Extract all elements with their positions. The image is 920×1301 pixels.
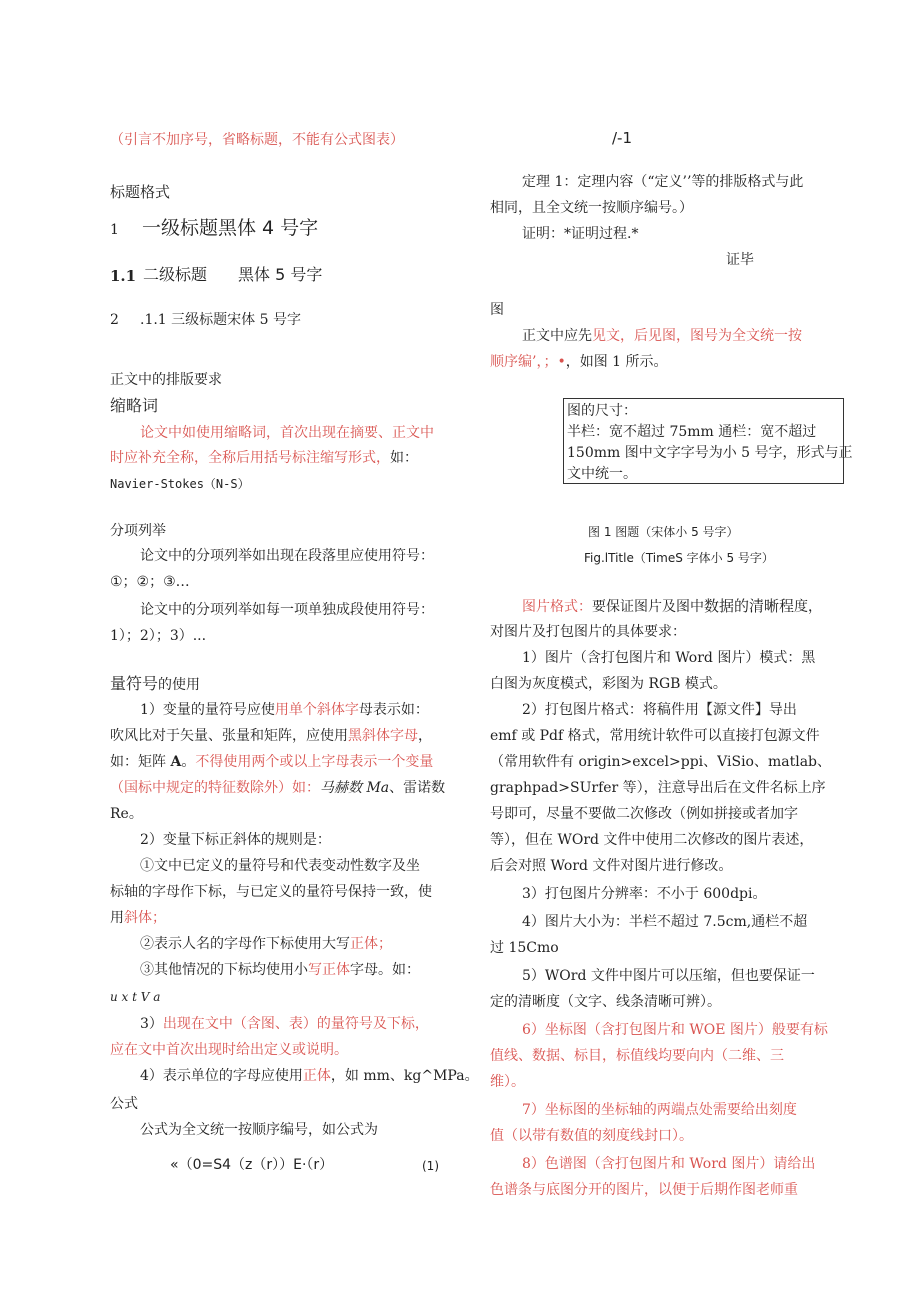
theorem-line-1: 定理 1：定理内容（“定义’’等的排版格式与此 xyxy=(522,174,804,190)
p7-line-2: 值（以带有数值的刻度线封口）。 xyxy=(490,1128,693,1144)
p2-line-2: emf 或 Pdf 格式，常用统计软件可以直接打包源文件 xyxy=(490,728,820,744)
picture-format-line-2: 对图片及打包图片的具体要求： xyxy=(490,624,686,640)
h3-example: .1.1 三级标题宋体 5 号字 xyxy=(140,312,301,328)
pf-c: 数据的清晰程 xyxy=(704,597,795,615)
abbr-line-2 xyxy=(110,448,418,468)
abbreviation-title: 缩略词 xyxy=(110,396,159,415)
q11-a: ③其他情况的下标均使用小 xyxy=(140,962,308,978)
quantity-line-13 xyxy=(140,1014,429,1034)
p2-line-3: （常用软件有 origin>excel>ppi、ViSio、matlab、 xyxy=(490,754,832,770)
quantity-line-6: 2）变量下标正斜体的规则是： xyxy=(140,832,331,848)
figure-line-1 xyxy=(522,326,802,346)
quantity-line-4 xyxy=(110,778,445,798)
fig-l2-b: ，如图 1 所示。 xyxy=(565,354,668,370)
p1-line-1: 1）图片（含打包图片和 Word 图片）模式：黑 xyxy=(522,650,816,666)
q3-c: 。 xyxy=(181,754,196,770)
q15-b: 正体 xyxy=(302,1068,331,1084)
q4-a: （国标中规定的特征数除外）如： xyxy=(110,780,320,796)
quantity-line-8: 标轴的字母作下标，与已定义的量符号保持一致，使 xyxy=(110,884,432,900)
q2-a: 吹风比对于矢量、张量和矩阵，应使用 xyxy=(110,728,348,744)
q15-c: ，如 mm、kg^MPa。 xyxy=(330,1068,479,1084)
q13-a: 3） xyxy=(140,1016,163,1032)
quantity-line-14: 应在文中首次出现时给出定义或说明。 xyxy=(110,1042,348,1058)
p4-line-2: 过 15Cmo xyxy=(490,940,559,956)
theorem-line-2: 相同，且全文统一按顺序编号。） xyxy=(490,200,693,216)
h1-number: 1 xyxy=(110,222,119,238)
pf-d: 度， xyxy=(794,599,823,615)
formula-title: 公式 xyxy=(110,1096,138,1112)
figure-section-title: 图 xyxy=(490,302,504,318)
p8-line-1: 8）色谱图（含打包图片和 Word 图片）请给出 xyxy=(522,1156,816,1172)
quantity-line-10 xyxy=(140,934,392,954)
p2-line-6: 等），但在 WOrd 文件中使用二次修改的图片表述， xyxy=(490,832,814,848)
q1-b: 用单个斜体字 xyxy=(274,702,359,718)
subscript-example: u x t V a xyxy=(110,990,161,1004)
quantity-line-2 xyxy=(110,726,432,746)
list-line-3: 论文中的分项列举如每一项单独成段使用符号： xyxy=(140,602,434,618)
fig-l1-b: 见文，后见图，图号为全文统一按 xyxy=(592,328,802,344)
abbr-line-1: 论文中如使用缩略词，首次出现在摘要、正文中 xyxy=(140,425,434,441)
p5-line-2: 定的清晰度（文字、线条清晰可辨）。 xyxy=(490,994,721,1010)
box-line-4: 文中统一。 xyxy=(567,466,637,482)
p8-line-2: 色谱条与底图分开的图片，以便于后期作图老师重 xyxy=(490,1182,798,1198)
quantity-line-7: ①文中已定义的量符号和代表变动性数字及坐 xyxy=(140,858,420,874)
p2-line-4: graphpad>SUrfer 等），注意导出后在文件名标上序 xyxy=(490,780,826,796)
q3-a: 如：矩阵 xyxy=(110,754,171,770)
proof-end: 证毕 xyxy=(726,252,754,268)
q4-c: 、雷诺数 xyxy=(389,780,446,796)
list-line-2: ①；②；③… xyxy=(110,574,190,590)
quantity-line-11 xyxy=(140,960,420,980)
quantity-title xyxy=(110,674,200,695)
h1-example: 一级标题黑体 4 号字 xyxy=(142,217,319,239)
quantity-line-15 xyxy=(140,1066,479,1086)
box-line-2: 半栏：宽不超过 75mm 通栏：宽不超过 xyxy=(567,424,817,440)
p6-line-2: 值线、数据、标目，标值线均要向内（二维、三 xyxy=(490,1048,784,1064)
pf-a: 图片格式： xyxy=(522,599,592,615)
q3-d: 不得使用两个或以上字母表示一个变量 xyxy=(195,754,434,770)
p3-line: 3）打包图片分辨率：不小于 600dpi。 xyxy=(522,886,767,902)
figure-caption-en: Fig.lTitle（TimeS 字体小 5 号字） xyxy=(584,551,774,565)
formula-line-1: 公式为全文统一按顺序编号，如公式为 xyxy=(140,1122,378,1138)
quantity-line-1 xyxy=(140,700,429,720)
picture-format-line-1 xyxy=(522,596,822,617)
q1-c: 母表示如： xyxy=(358,702,429,718)
abbr-line-2-rest: 如： xyxy=(390,450,418,466)
pf-b: 要保证图片及图中 xyxy=(592,599,704,615)
h3-number: 2 xyxy=(110,312,119,328)
fig-l2-a: 顺序编’，；• xyxy=(490,354,566,370)
abbr-line-2-red: 时应补充全称，全称后用括号标注缩写形式， xyxy=(110,450,390,466)
list-line-4: 1）；2）；3）... xyxy=(110,628,207,644)
q10-b: 正体； xyxy=(350,936,392,952)
p6-line-1: 6）坐标图（含打包图片和 WOE 图片）般要有标 xyxy=(522,1022,828,1038)
h2-example-font: 黑体 5 号字 xyxy=(238,265,323,284)
p6-line-3: 维）。 xyxy=(490,1074,525,1090)
quantity-line-3 xyxy=(110,752,433,772)
q2-b: 黑斜体字母 xyxy=(348,728,418,744)
fig-l1-a: 正文中应先 xyxy=(522,328,592,344)
p4-line-1: 4）图片大小为：半栏不超过 7.5cm,通栏不超 xyxy=(522,914,808,930)
q1-a: 1）变量的量符号应使 xyxy=(140,702,275,718)
q11-c: 字母。如： xyxy=(350,962,420,978)
h2-example: 二级标题 xyxy=(143,265,208,284)
q15-a: 4）表示单位的字母应使用 xyxy=(140,1068,303,1084)
list-title: 分项列举 xyxy=(110,523,166,539)
top-mark: /-1 xyxy=(612,129,633,147)
proof-line: 证明：*证明过程.* xyxy=(522,226,639,242)
q10-a: ②表示人名的字母作下标使用大写 xyxy=(140,936,350,952)
q13-b: 出现在文中（含图、表）的量符号及下标， xyxy=(162,1016,429,1032)
p2-line-7: 后会对照 Word 文件对图片进行修改。 xyxy=(490,858,733,874)
list-line-1: 论文中的分项列举如出现在段落里应使用符号： xyxy=(140,548,434,564)
p7-line-1: 7）坐标图的坐标轴的两端点处需要给出刻度 xyxy=(522,1102,797,1118)
quantity-line-9 xyxy=(110,908,166,928)
q3-b: A xyxy=(170,754,182,770)
p5-line-1: 5）WOrd 文件中图片可以压缩，但也要保证一 xyxy=(522,968,815,984)
heading-format-title: 标题格式 xyxy=(110,183,171,201)
q2-c: ， xyxy=(418,728,432,744)
h2-number: 1.1 xyxy=(110,267,137,285)
quantity-title-main: 量符号 xyxy=(110,674,159,693)
q9-b: 斜体； xyxy=(124,910,166,926)
q4-b: 马赫数 Ma xyxy=(320,780,390,796)
box-line-1: 图的尺寸： xyxy=(567,403,637,419)
p2-line-1: 2）打包图片格式：将稿件用【源文件】导出 xyxy=(522,702,797,718)
formula-number: (1) xyxy=(422,1159,439,1173)
intro-note: （引言不加序号，省略标题，不能有公式图表） xyxy=(110,132,404,148)
p2-line-5: 号即可，尽量不要做二次修改（例如拼接或者加字 xyxy=(490,806,798,822)
p1-line-2: 白图为灰度模式，彩图为 RGB 模式。 xyxy=(490,676,727,692)
abbr-example: Navier-Stokes（N-S） xyxy=(110,477,250,491)
quantity-title-tail: 的使用 xyxy=(158,677,201,693)
q9-a: 用 xyxy=(110,910,124,926)
figure-line-2 xyxy=(490,352,668,372)
q11-b: 写正体 xyxy=(308,962,350,978)
body-requirements-title: 正文中的排版要求 xyxy=(110,372,222,388)
formula-example: «（0=S4（z（r））E·（r） xyxy=(170,1157,334,1173)
figure-caption-cn: 图 1 图题（宋体小 5 号字） xyxy=(588,525,739,539)
box-line-3: 150mm 图中文字字号为小 5 号字，形式与正 xyxy=(567,445,853,461)
figure-size-box xyxy=(563,398,853,484)
quantity-line-5: Re。 xyxy=(110,806,143,822)
